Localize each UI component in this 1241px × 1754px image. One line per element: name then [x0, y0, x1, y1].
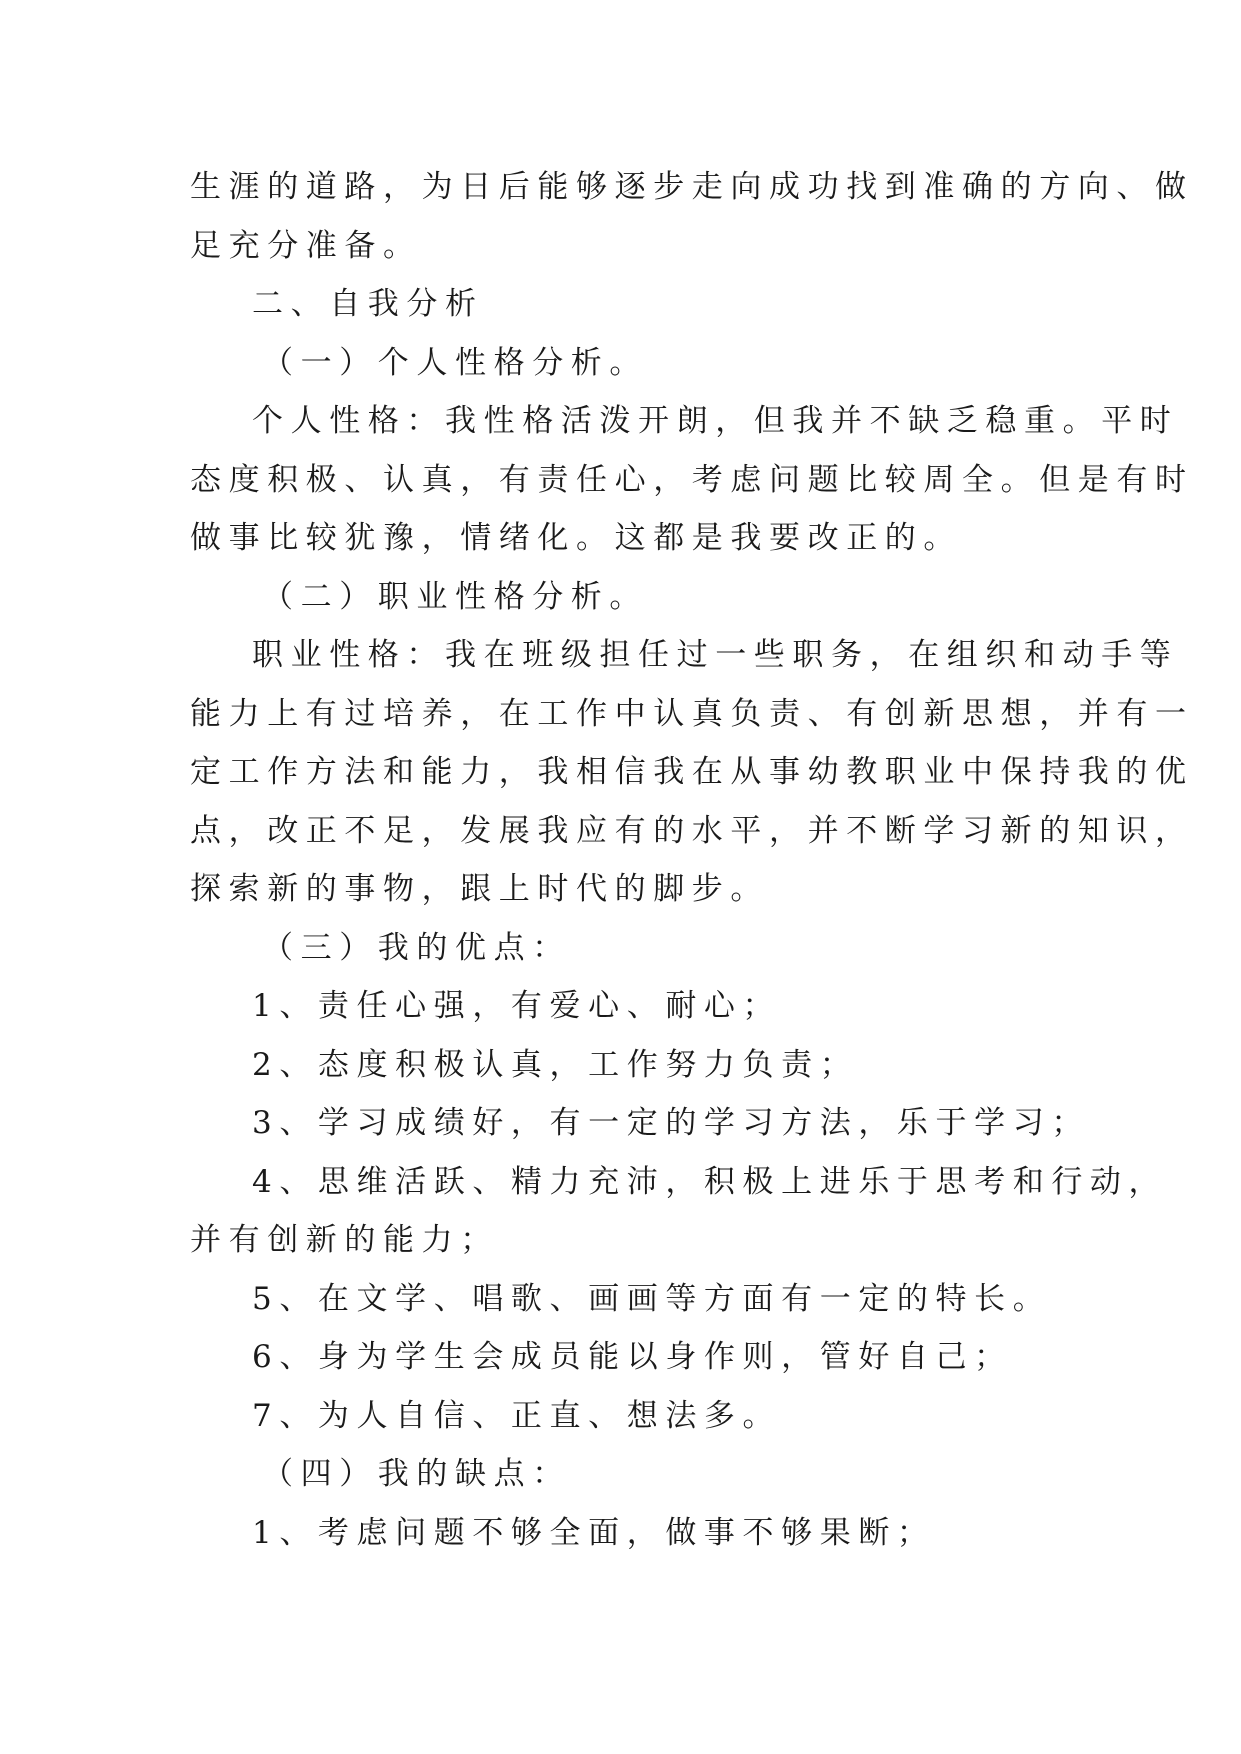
text-line: 做事比较犹豫，情绪化。这都是我要改正的。 — [190, 520, 962, 556]
text-line: 定工作方法和能力，我相信我在从事幼教职业中保持我的优 — [190, 754, 1194, 790]
text-line: （三）我的优点： — [262, 929, 571, 966]
text-line: 职业性格：我在班级担任过一些职务，在组织和动手等 — [252, 637, 1179, 673]
text-line: 点，改正不足，发展我应有的水平，并不断学习新的知识， — [190, 812, 1194, 849]
text-line: （四）我的缺点： — [262, 1456, 571, 1492]
text-line: 7、为人自信、正直、想法多。 — [252, 1397, 782, 1434]
text-line: 4、思维活跃、精力充沛，积极上进乐于思考和行动， — [252, 1163, 1168, 1200]
text-line: 探索新的事物，跟上时代的脚步。 — [190, 871, 769, 907]
text-line: （二）职业性格分析。 — [262, 578, 648, 615]
text-line: 二、自我分析 — [252, 286, 484, 322]
text-line: 6、身为学生会成员能以身作则，管好自己； — [252, 1339, 1013, 1375]
text-line: 5、在文学、唱歌、画画等方面有一定的特长。 — [252, 1280, 1052, 1317]
text-line: 生涯的道路，为日后能够逐步走向成功找到准确的方向、做 — [190, 169, 1194, 205]
document-body — [190, 158, 1194, 1562]
text-line: 3、学习成绩好，有一定的学习方法，乐于学习； — [252, 1105, 1090, 1141]
text-line: 个人性格：我性格活泼开朗，但我并不缺乏稳重。平时 — [252, 403, 1179, 439]
text-line: 1、考虑问题不够全面，做事不够果断； — [252, 1514, 936, 1551]
text-line: 足充分准备。 — [190, 227, 422, 264]
text-line: 2、态度积极认真，工作努力负责； — [252, 1046, 859, 1083]
text-line: （一）个人性格分析。 — [262, 344, 648, 381]
text-line: 态度积极、认真，有责任心，考虑问题比较周全。但是有时 — [190, 461, 1194, 498]
text-line: 能力上有过培养，在工作中认真负责、有创新思想，并有一 — [190, 695, 1194, 732]
text-line: 1、责任心强，有爱心、耐心； — [252, 988, 782, 1024]
text-line: 并有创新的能力； — [190, 1222, 499, 1258]
